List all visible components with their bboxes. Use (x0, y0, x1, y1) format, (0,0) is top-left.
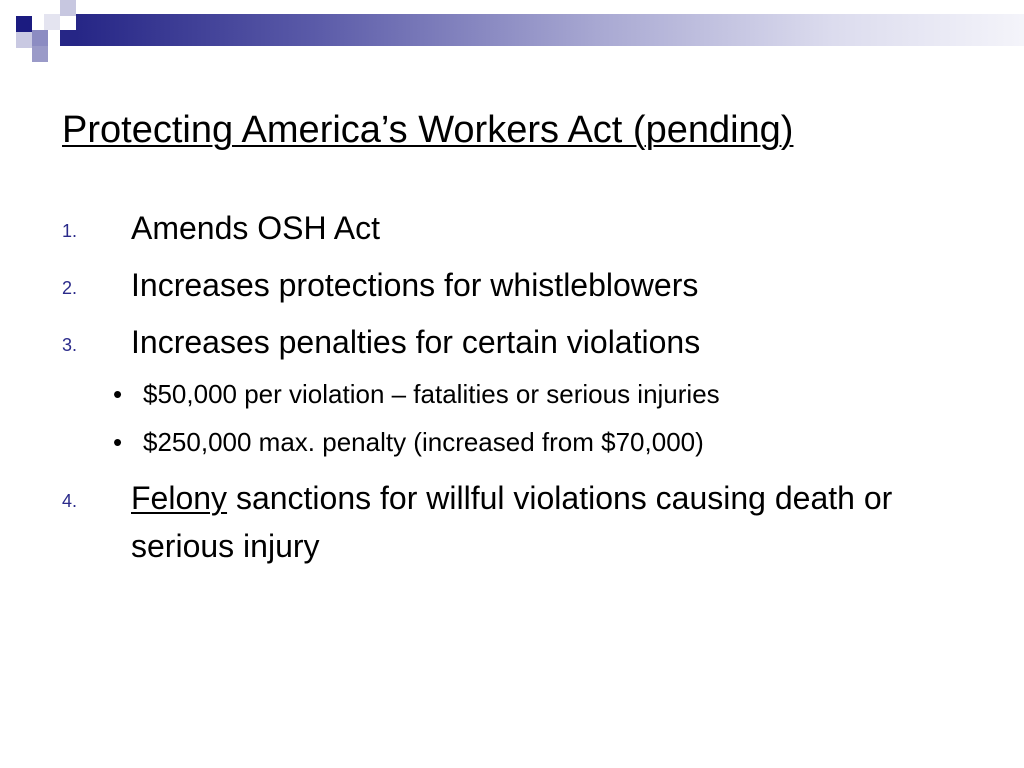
bullet-icon: • (113, 427, 123, 457)
decorative-square (60, 0, 76, 16)
list-number: 4. (62, 491, 78, 511)
list-item-text: Increases protections for whistleblowers (131, 267, 699, 303)
sub-list-item (113, 378, 720, 410)
decorative-square (60, 30, 76, 46)
list-item (62, 261, 962, 309)
sub-list-item-text: $50,000 per violation – fatalities or serious injuries (143, 379, 720, 409)
header-gradient-bar (76, 14, 1024, 46)
sub-list-item-text: $250,000 max. penalty (increased from $70,000) (143, 427, 704, 457)
list-item (62, 474, 962, 574)
list-item (62, 204, 962, 252)
list-number: 1. (62, 221, 78, 241)
bullet-icon: • (113, 379, 123, 409)
emphasis-text: Felony (131, 480, 228, 516)
decorative-square (16, 32, 32, 48)
list-item-text-rest: sanctions for willful violations causing death or serious injury (131, 480, 893, 564)
decorative-square (16, 16, 32, 32)
list-item-text (131, 474, 951, 570)
decorative-square (44, 14, 60, 30)
decorative-square (32, 46, 48, 62)
list-number: 2. (62, 278, 78, 298)
list-item-text: Amends OSH Act (131, 210, 380, 246)
list-number: 3. (62, 335, 78, 355)
decorative-square (32, 30, 48, 46)
list-item-text: Increases penalties for certain violations (131, 324, 701, 360)
slide-title: Protecting America’s Workers Act (pending) (62, 109, 794, 151)
list-item (62, 318, 962, 366)
sub-list-item (113, 426, 704, 458)
